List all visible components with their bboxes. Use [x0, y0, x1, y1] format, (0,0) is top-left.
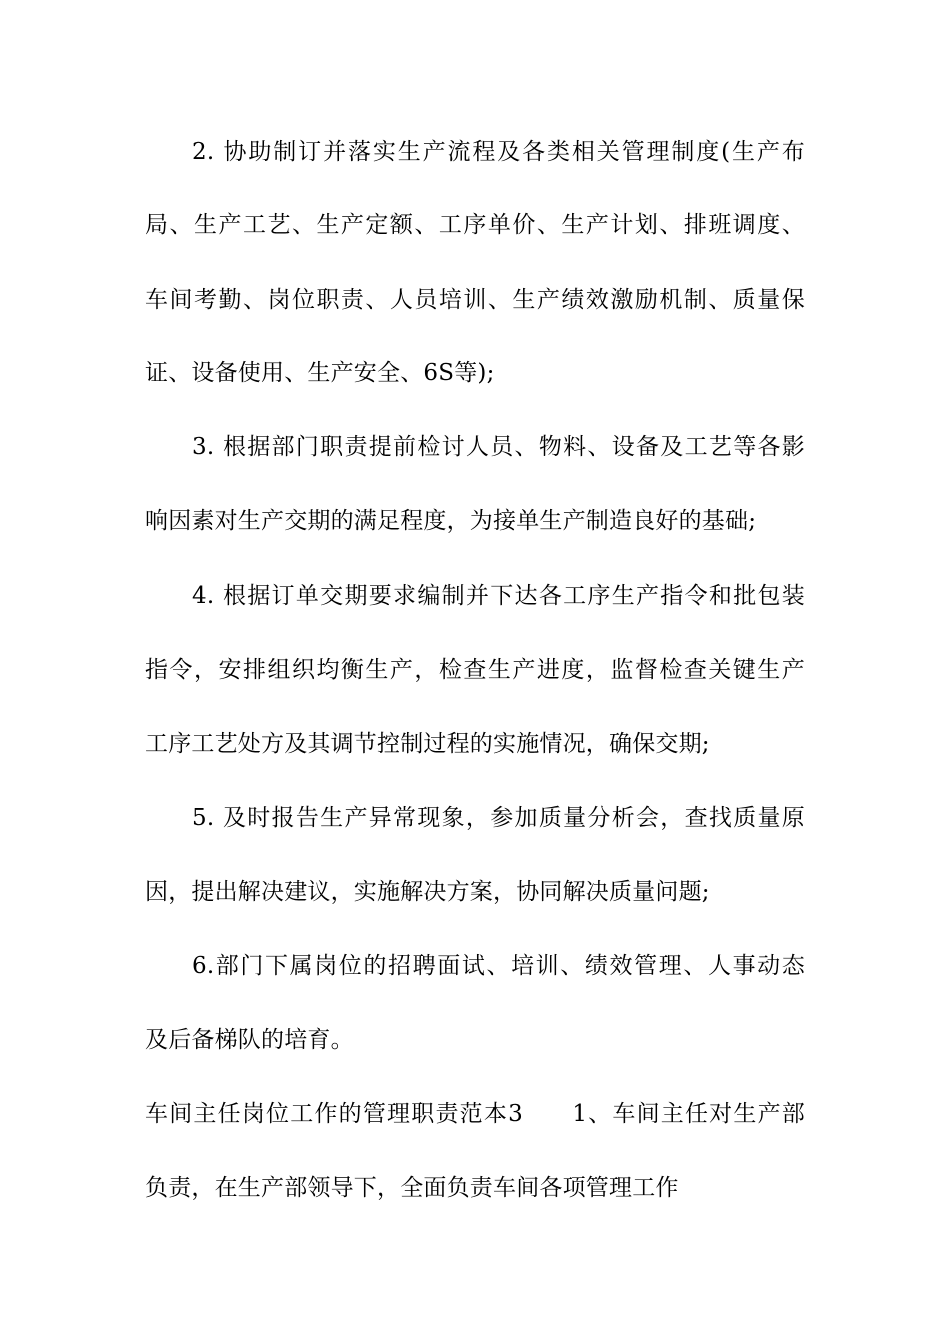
- paragraph-6-line-1: 6.部门下属岗位的招聘面试、培训、绩效管理、人事动态: [192, 953, 805, 979]
- paragraph-5-line-2: 因，提出解决建议，实施解决方案，协同解决质量问题;: [145, 879, 710, 905]
- paragraph-5-line-1: 5. 及时报告生产异常现象，参加质量分析会，查找质量原: [192, 805, 805, 831]
- paragraph-2-line-3: 车间考勤、岗位职责、人员培训、生产绩效激励机制、质量保: [145, 287, 805, 313]
- paragraph-3-line-1: 3. 根据部门职责提前检讨人员、物料、设备及工艺等各影: [192, 434, 805, 460]
- paragraph-2-line-4: 证、设备使用、生产安全、6S等);: [145, 360, 495, 386]
- section-heading-line-2: 负责，在生产部领导下，全面负责车间各项管理工作: [145, 1175, 679, 1201]
- paragraph-2-line-2: 局、生产工艺、生产定额、工序单价、生产计划、排班调度、: [145, 212, 805, 238]
- paragraph-3-line-2: 响因素对生产交期的满足程度，为接单生产制造良好的基础;: [145, 508, 757, 534]
- paragraph-4-line-2: 指令，安排组织均衡生产，检查生产进度，监督检查关键生产: [145, 657, 805, 683]
- paragraph-6-line-2: 及后备梯队的培育。: [145, 1027, 354, 1053]
- section-heading-line-1: 车间主任岗位工作的管理职责范本3 1、车间主任对生产部: [145, 1101, 805, 1127]
- paragraph-4-line-1: 4. 根据订单交期要求编制并下达各工序生产指令和批包装: [192, 583, 805, 609]
- paragraph-4-line-3: 工序工艺处方及其调节控制过程的实施情况，确保交期;: [145, 731, 710, 757]
- paragraph-2-line-1: 2. 协助制订并落实生产流程及各类相关管理制度(生产布: [192, 139, 805, 165]
